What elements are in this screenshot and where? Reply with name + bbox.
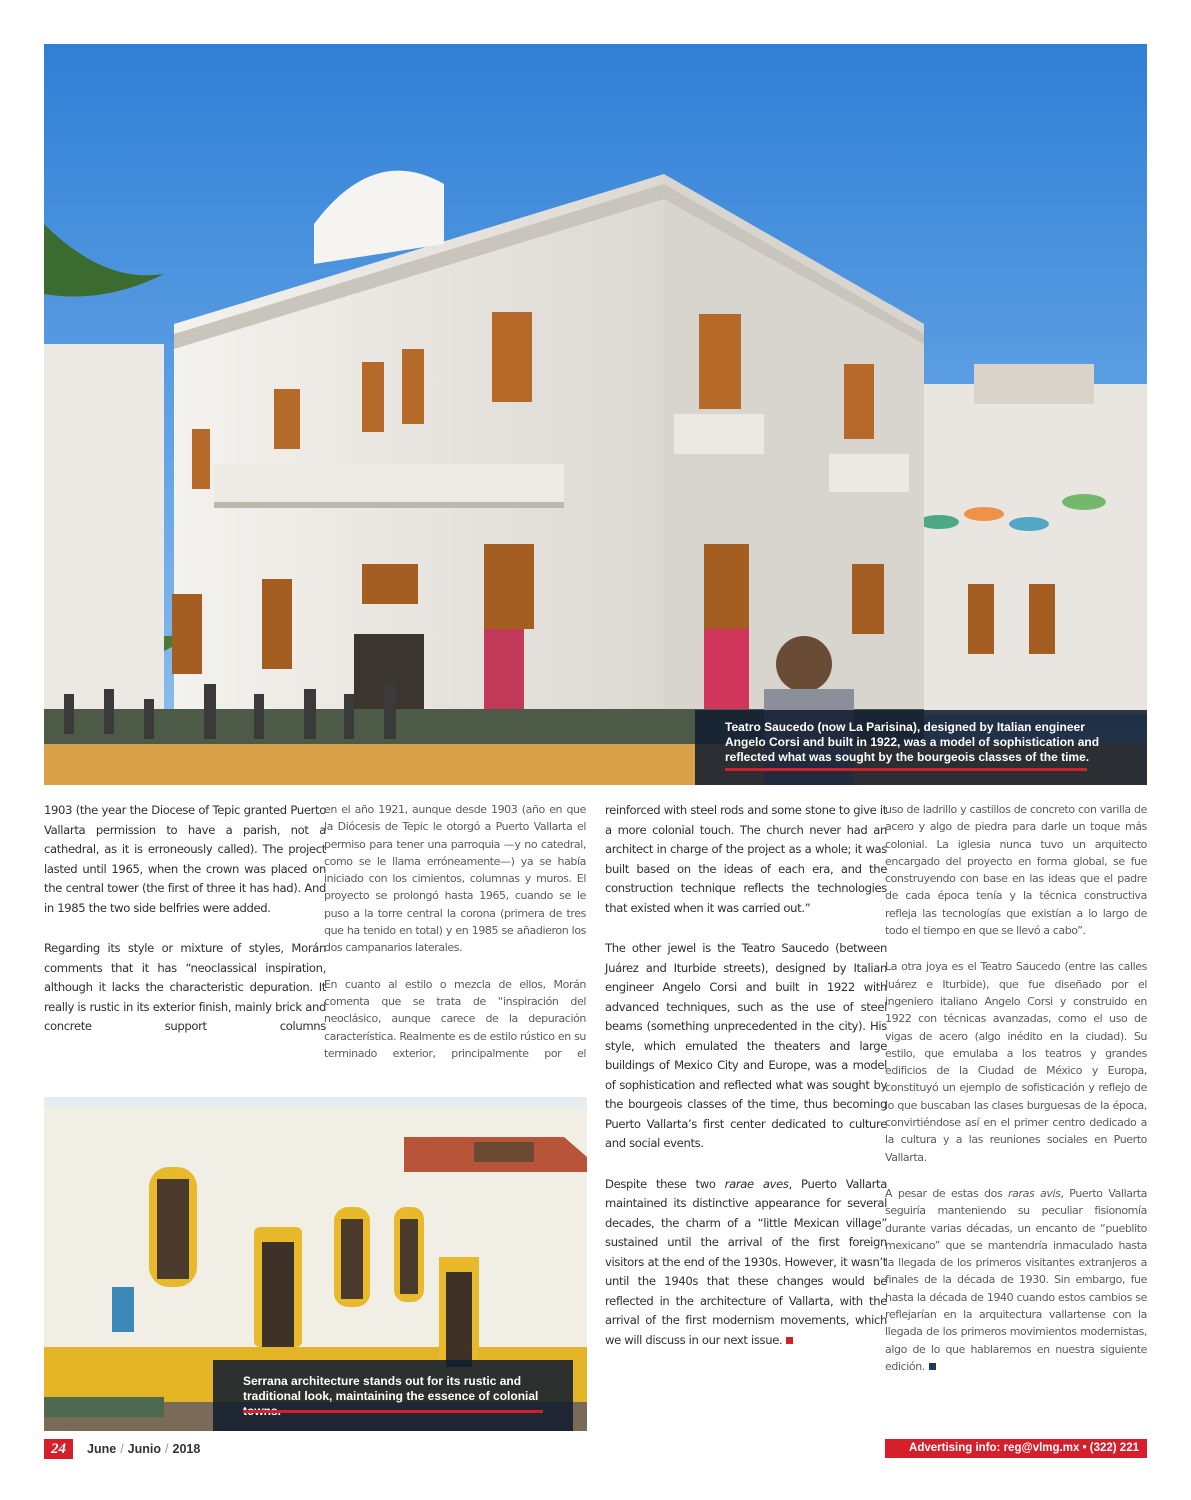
issue-date [87, 1442, 200, 1456]
column-english-2 [605, 801, 887, 1371]
paragraph: uso de ladrillo y castillos de concreto con varilla de acero y algo de piedra para darle un toque más colonial. La iglesia nunca tuvo un arquitecto encargado del proyecto en forma global, se fue construyendo con base en las ideas que el padre de cada época tenía y la técnica constructiva refleja las tecnologías que existían a lo largo de todo el tiempo en que se llevó a cabo”. [885, 803, 1147, 938]
paragraph: 1903 (the year the Diocese of Tepic granted Puerto Vallarta permission to have a parish, not a cathedral, as it is erroneously called). The project lasted until 1965, when the crown was placed on the central tower (the first of three it has had). And in 1985 the two side belfries were added. [44, 803, 326, 915]
year: 2018 [172, 1442, 201, 1456]
end-mark-icon [929, 1363, 936, 1370]
column-spanish-2 [885, 801, 1147, 1394]
page-number: 24 [44, 1439, 73, 1459]
column-spanish-1 [324, 801, 586, 1081]
month-en: June [87, 1442, 117, 1456]
paragraph-text: , Puerto Vallarta maintained its distinctive appearance for several decades, the charm of a “little Mexican village” sustained until the arrival of the first foreign visitors at the end of the 1930s. However, it wasn’t until the 1940s that these changes would be reflected in the architecture of Vallarta, with the arrival of the first modernism movements, which we will discuss in our next issue. [605, 1176, 887, 1347]
separator: / [165, 1442, 169, 1456]
hero-caption-rule [725, 768, 1087, 771]
paragraph: The other jewel is the Teatro Saucedo (between Juárez and Iturbide streets), designed by Italian engineer Angelo Corsi and built in 1922 with advanced techniques, such as the use of steel beams (something unprecedented in the city). His style, which emulated the theaters and large buildings of Mexico City and Europe, was a model of sophistication and reflected what was sought by the bourgeois classes of the time, thus becoming Puerto Vallarta’s first center dedicated to culture and social events. [605, 941, 887, 1150]
italic-term: rarae aves [724, 1176, 789, 1191]
paragraph-text: A pesar de estas dos [885, 1186, 1009, 1200]
advertising-info: Advertising info: reg@vlmg.mx • (322) 221 0106 [885, 1439, 1147, 1458]
hero-caption [695, 710, 1147, 785]
paragraph: En cuanto al estilo o mezcla de ellos, Morán comenta que se trata de “inspiración del neoclásico, aunque carece de la depuración característica. Realmente es de estilo rústico en su terminado exterior, principalmente por el [324, 977, 586, 1060]
street-caption-rule [243, 1410, 543, 1413]
hero-photo [44, 44, 1147, 785]
paragraph: en el año 1921, aunque desde 1903 (año en que la Diócesis de Tepic le otorgó a Puerto Vallarta el permiso para tener una parroquia —y no catedral, como se le llama erróneamente—) ya se había iniciado con los cimientos, columnas y muros. El proyecto se prolongó hasta 1965, cuando se le puso a la torre central la corona (primera de tres que ha tenido en total) y en 1985 se añadieron los dos campanarios laterales. [324, 803, 586, 955]
hero-caption-text: Teatro Saucedo (now La Parisina), designed by Italian engineer Angelo Corsi and built in 1922, was a model of sophistication and reflected what was sought by the bourgeois classes of the time. [725, 720, 1100, 764]
italic-term: raras avis [1008, 1186, 1061, 1200]
paragraph-text: Despite these two [605, 1176, 725, 1191]
paragraph [605, 1175, 887, 1351]
paragraph-text: , Puerto Vallarta seguiría manteniendo su peculiar fisionomía durante varias décadas, un encanto de “pueblito mexicano” que se mantendría inmaculado hasta la llegada de los primeros visitantes extranjeros a finales de la década de 1930. Sin embargo, fue hasta la década de 1940 cuando estos cambios se reflejarían en la arquitectura vallartense con la llegada de los primeros movimientos modernistas, algo de lo que hablaremos en nuestra siguiente edición. [885, 1186, 1147, 1373]
column-english-1 [44, 801, 326, 1058]
paragraph: reinforced with steel rods and some stone to give it a more colonial touch. The church never had an architect in charge of the project as a whole; it was built based on the ideas of each era, and the construction technique reflects the technologies that existed when it was carried out.” [605, 803, 887, 915]
paragraph: La otra joya es el Teatro Saucedo (entre las calles Juárez e Iturbide), que fue diseñado por el ingeniero italiano Angelo Corsi y construido en 1922 con técnicas avanzadas, como el uso de vigas de acero (algo inédito en la ciudad). Su estilo, que emulaba a los teatros y grandes edificios de la Ciudad de México y Europa, constituyó un ejemplo de sofisticación y reflejo de lo que buscaban las clases burguesas de la época, convirtiéndose así en el primer centro dedicado a la cultura y a las reuniones sociales en Puerto Vallarta. [885, 960, 1147, 1164]
month-es: Junio [127, 1442, 162, 1456]
end-mark-icon [786, 1337, 793, 1344]
separator: / [120, 1442, 124, 1456]
paragraph [885, 1185, 1147, 1375]
footer-folio [44, 1439, 200, 1459]
street-caption [213, 1360, 573, 1431]
paragraph: Regarding its style or mixture of styles, Morán comments that it has “neoclassical inspiration, although it lacks the characteristic depuration. It really is rustic in its exterior finish, mainly brick and concrete support columns [44, 941, 326, 1033]
street-caption-text: Serrana architecture stands out for its rustic and traditional look, maintaining the essence of colonial [243, 1374, 539, 1403]
